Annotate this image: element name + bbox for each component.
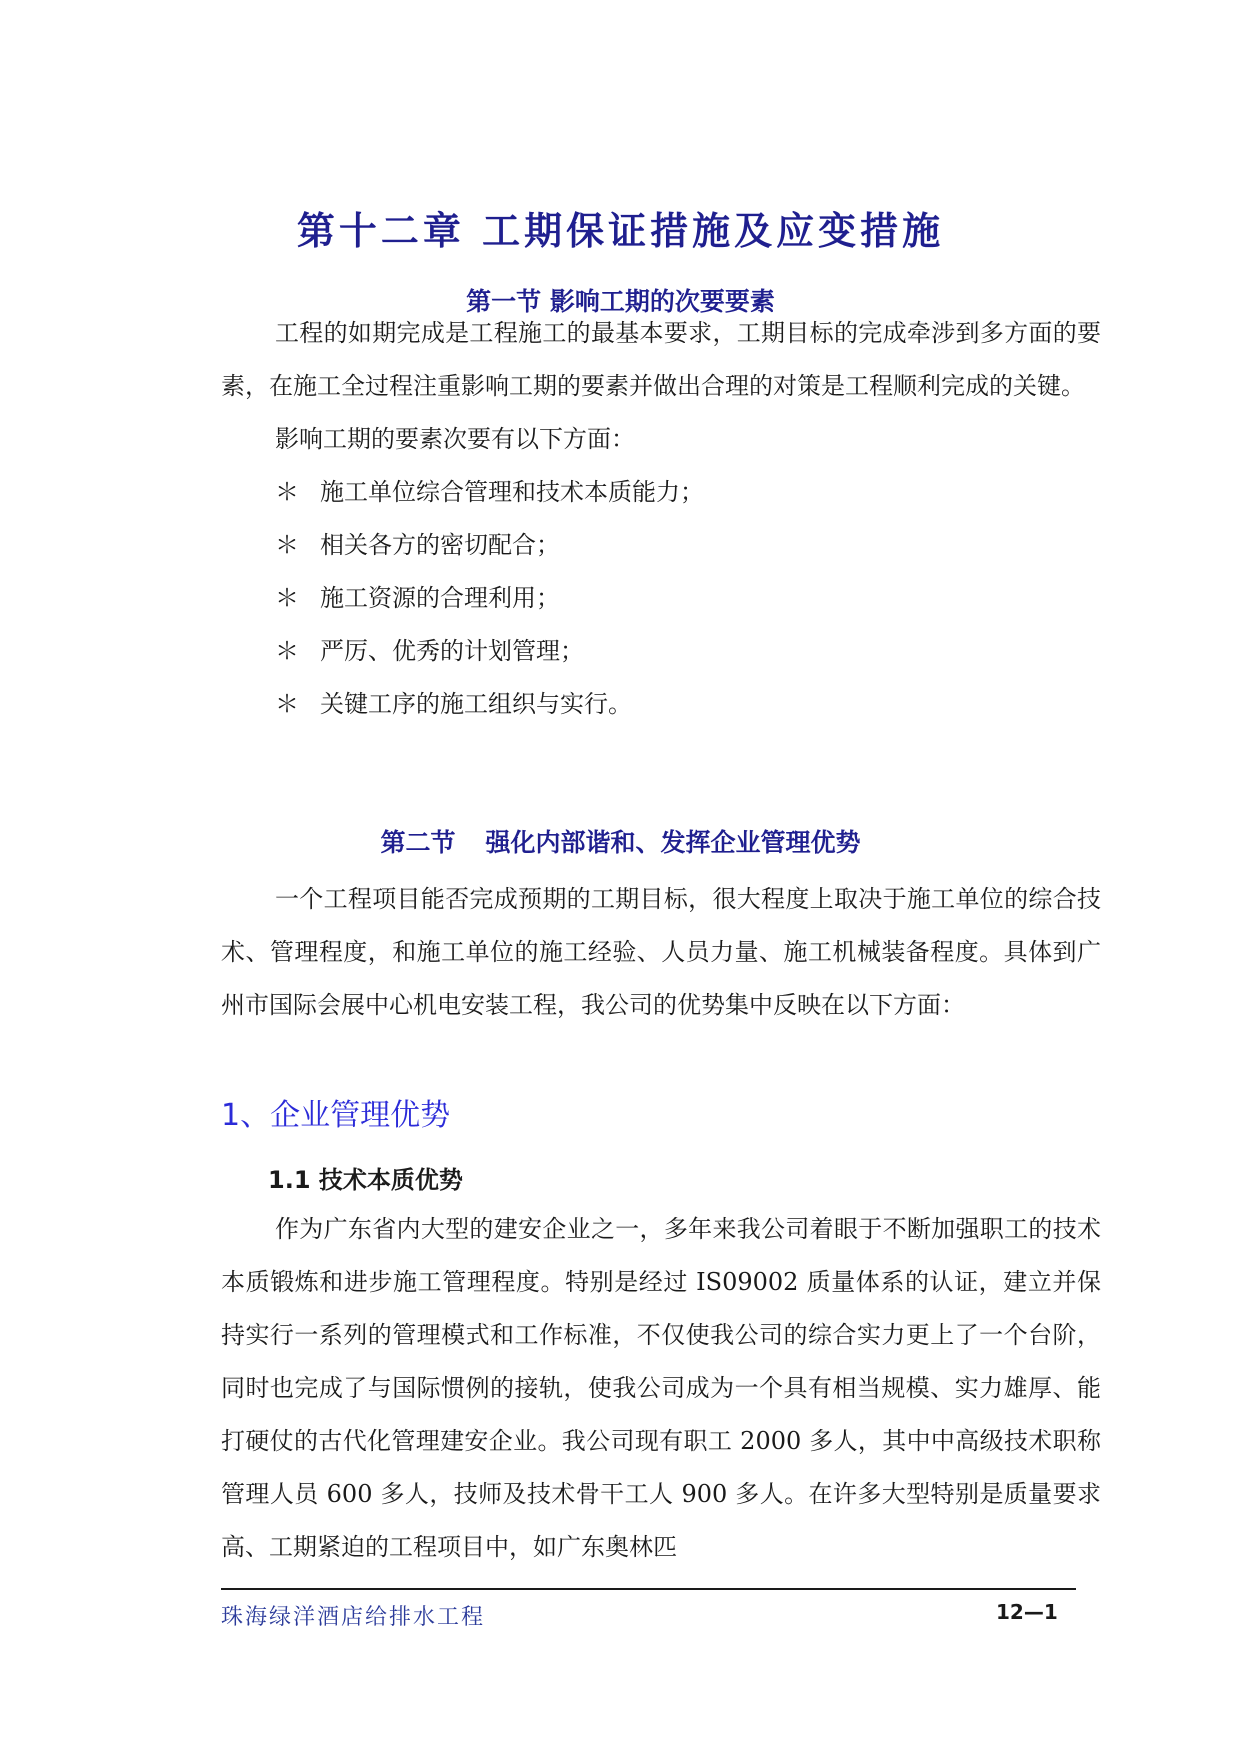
asterisk-bullet: ＊: [275, 637, 299, 665]
list-item-text: 施工单位综合管理和技术本质能力；: [320, 478, 704, 506]
asterisk-bullet: ＊: [275, 690, 299, 718]
section-2-number: 第二节: [380, 828, 456, 857]
section-3-body: [221, 1203, 1101, 1574]
asterisk-bullet: ＊: [275, 531, 299, 559]
footer-project-name: 珠海绿洋酒店给排水工程: [221, 1605, 486, 1630]
paragraph: 作为广东省内大型的建安企业之一，多年来我公司着眼于不断加强职工的技术本质锻炼和进步施工管理程度。特别是经过 IS09002 质量体系的认证，建立并保持实行一系列的管理模式和工作标准，不仅使我公司的综合实力更上了一个台阶，同时也完成了与国际惯例的接轨，使我公司成为一个具有相当规模、实力雄厚、能打硬仗的古代化管理建安企业。我公司现有职工 2000 多人，其中中高级技术职称管理人员 600 多人，技师及技术骨干工人 900 多人。在许多大型特别是质量要求高、工期紧迫的工程项目中，如广东奥林匹: [221, 1215, 1101, 1561]
heading-technical-quality: 1.1 技术本质优势: [268, 1166, 463, 1194]
paragraph: 一个工程项目能否完成预期的工期目标，很大程度上取决于施工单位的综合技术、管理程度，和施工单位的施工经验、人员力量、施工机械装备程度。具体到广州市国际会展中心机电安装工程，我公司的优势集中反映在以下方面：: [221, 885, 1101, 1019]
list-item: [221, 625, 1101, 678]
asterisk-bullet: ＊: [275, 584, 299, 612]
list-item: [221, 519, 1101, 572]
chapter-title: 第十二章 工期保证措施及应变措施: [296, 209, 945, 253]
section-1-body: [221, 307, 1101, 731]
list-item: [221, 572, 1101, 625]
list-item-text: 关键工序的施工组织与实行。: [320, 690, 632, 718]
paragraph: 影响工期的要素次要有以下方面：: [275, 425, 635, 453]
list-item-text: 施工资源的合理利用；: [320, 584, 560, 612]
paragraph: 工程的如期完成是工程施工的最基本要求，工期目标的完成牵涉到多方面的要素，在施工全过程注重影响工期的要素并做出合理的对策是工程顺利完成的关键。: [221, 319, 1101, 400]
list-item: [221, 678, 1101, 731]
section-2-body: [221, 873, 1101, 1032]
list-item-text: 严厉、优秀的计划管理；: [320, 637, 584, 665]
page-number: 12—1: [996, 1600, 1058, 1624]
list-item-text: 相关各方的密切配合；: [320, 531, 560, 559]
list-item: [221, 466, 1101, 519]
section-2-heading: 强化内部谐和、发挥企业管理优势: [485, 828, 861, 857]
section-1-title: 第一节 影响工期的次要要素: [466, 287, 775, 316]
section-2-title: [0, 823, 1241, 859]
asterisk-bullet: ＊: [275, 478, 299, 506]
heading-enterprise-management: 1、企业管理优势: [221, 1098, 451, 1133]
footer-divider: [221, 1588, 1076, 1590]
